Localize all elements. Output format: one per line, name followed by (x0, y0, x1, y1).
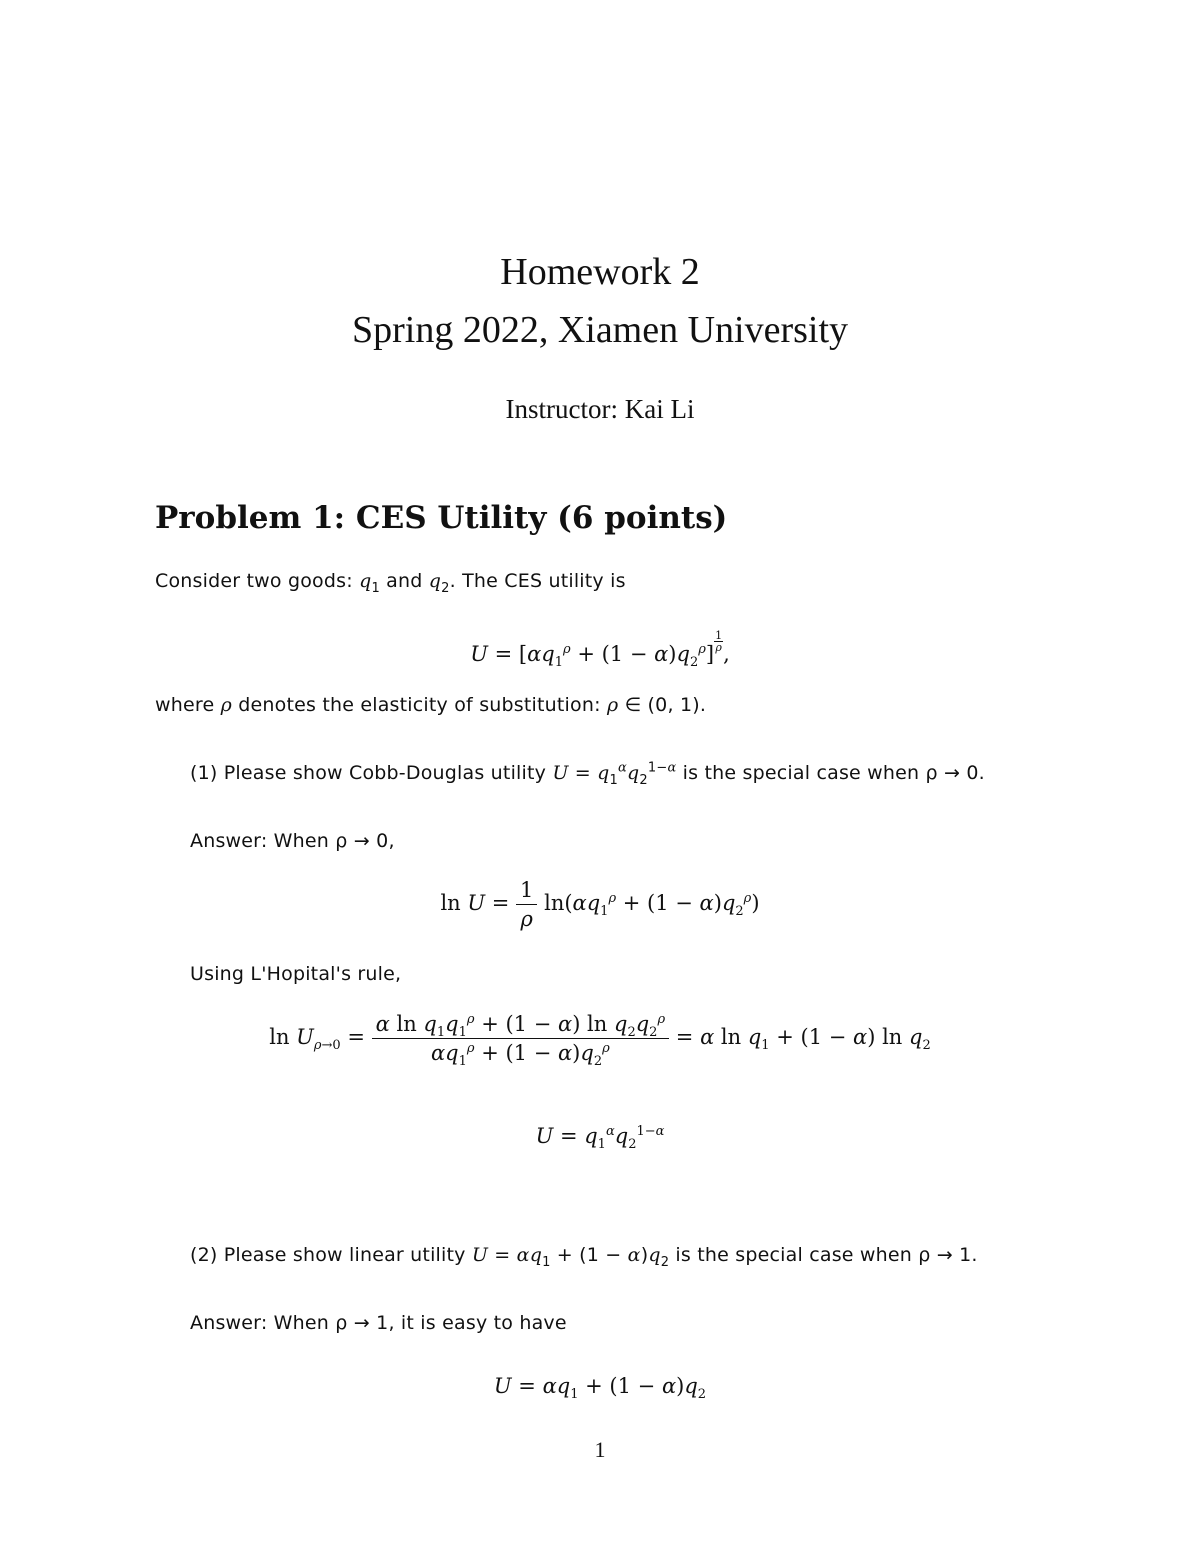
log-utility-equation: ln U = $\frac{1}{\rho}$ $\ln(\alpha q_1^\rho + (1 - \alpha)q_2^\rho)$ (440, 878, 760, 931)
problem-heading: Problem 1: CES Utility (6 points) (155, 500, 728, 536)
answer-1-intro: Answer: When ρ → 0, (190, 830, 395, 852)
cobb-douglas-result: $U = q_1^\alpha q_2^{1-\alpha}$ (535, 1124, 665, 1153)
lhopital-equation: $\ln U_{\rho\to 0}$ = $\frac{\alpha \ln q_1q_1^\rho + (1 - \alpha) \ln q_2q_2^\rho}{\alpha q_1^\rho + (1 - \alpha)q_2^\rho}$ = α $\ln q_1 + (1 - \alpha)$ $\ln q_2$ (269, 1012, 931, 1070)
instructor-line: Instructor: Kai Li (505, 394, 695, 424)
question-2: (2) Please show linear utility $U = \alpha q_1 + (1 - \alpha)q_2$ is the special case when ρ → 1. (190, 1244, 978, 1270)
where-sentence: where ρ denotes the elasticity of substitution: ρ ∈ (0, 1). (155, 694, 707, 716)
document-subtitle: Spring 2022, Xiamen University (351, 309, 849, 351)
lhopital-sentence: Using L'Hopital's rule, (190, 963, 402, 985)
document-title: Homework 2 (500, 251, 700, 293)
linear-utility-result: $U = \alpha q_1 + (1 - \alpha)q_2$ (493, 1374, 707, 1403)
question-1: (1) Please show Cobb-Douglas utility $U = q_1^\alpha q_2^{1-\alpha}$ is the special case when ρ → 0. (190, 760, 985, 788)
ces-utility-equation: $U = [\alpha q_1^\rho + (1 - \alpha)q_2^\rho]$ $\frac{1}{\rho}$ , (470, 629, 730, 671)
answer-2-intro: Answer: When ρ → 1, it is easy to have (190, 1312, 567, 1334)
intro-sentence: Consider two goods: $q_1$ and $q_2$. The CES utility is (155, 570, 626, 596)
page-number: 1 (594, 1437, 606, 1462)
